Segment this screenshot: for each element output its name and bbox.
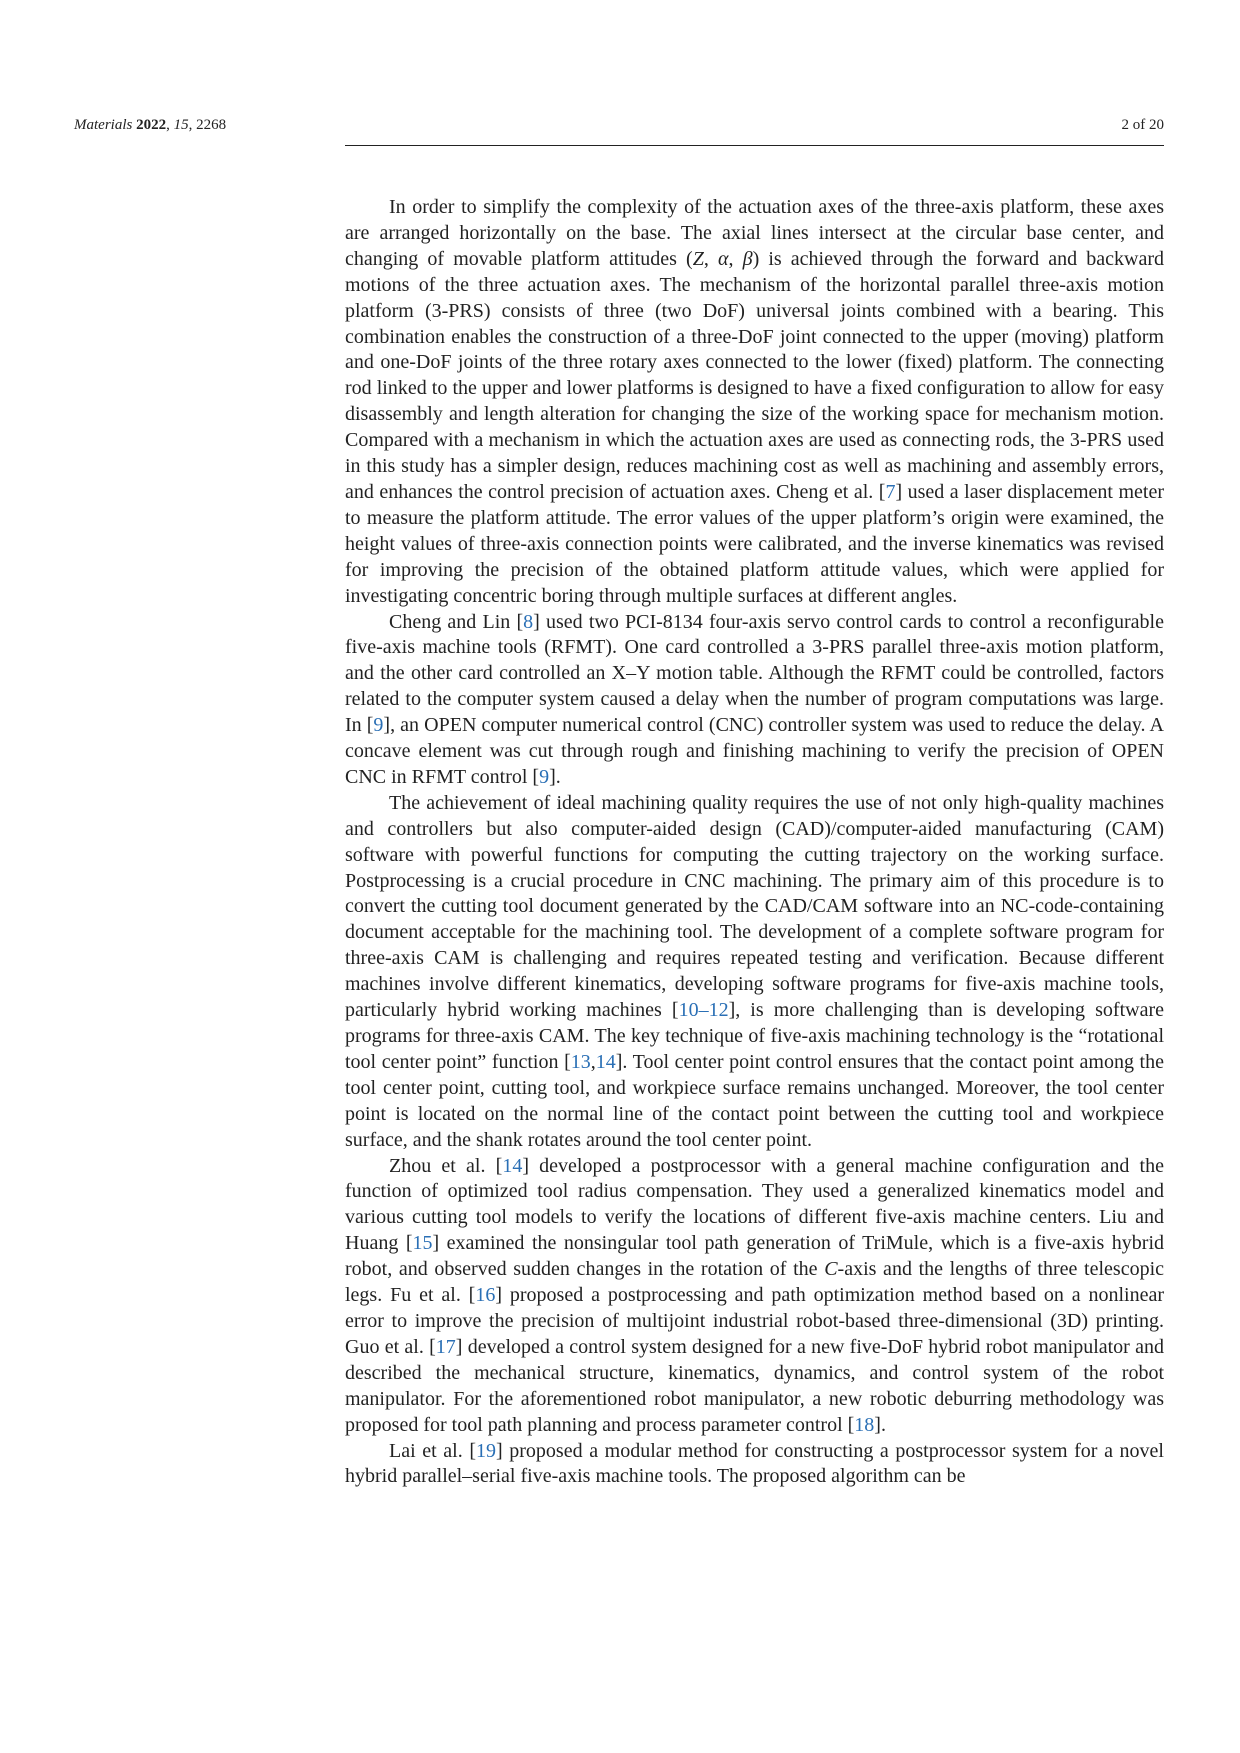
text-run: Cheng and Lin [: [389, 610, 524, 633]
text-run: Lai et al. [: [389, 1439, 476, 1462]
citation-link[interactable]: 14: [595, 1050, 616, 1073]
article-number: 2268: [196, 117, 227, 133]
text-run: ]. Tool center point control ensures that the contact point among the tool center point, cutting tool, and workpiece surface remains unchanged. Moreover, the tool center point is located on the normal line of the contact point between the cutting tool and workpiece surface, and the shank rotates around the tool center point.: [345, 1050, 1164, 1151]
article-body: [345, 195, 1164, 1490]
text-run: ] developed a postprocessor with a general machine configuration and the function of optimized tool radius compensation. They used a generalized kinematics model and various cutting tool models to verify the locations of different five-axis machine centers. Liu and Huang [: [345, 1154, 1164, 1255]
citation-link[interactable]: 9: [373, 714, 384, 737]
citation-link[interactable]: 8: [523, 610, 534, 633]
text-run: ] used two PCI-8134 four-axis servo control cards to control a reconfigurable five-axis machine tools (RFMT). One card controlled a 3-PRS parallel three-axis motion platform, and the other card controlled an X–Y motion table. Although the RFMT could be controlled, factors related to the computer system caused a delay when the number of program computations was large. In [: [345, 610, 1164, 737]
citation-link[interactable]: 17: [435, 1335, 456, 1358]
text-run: ], is more challenging than is developing software programs for three-axis CAM. The key technique of five-axis machining technology is the “rotational tool center point” function [: [345, 999, 1164, 1073]
journal-citation: Materials 2022, 15, 2268: [74, 117, 227, 133]
text-run: ,: [590, 1050, 596, 1073]
citation-link[interactable]: 9: [539, 765, 550, 788]
text-run: ] proposed a modular method for constructing a postprocessor system for a novel hybrid parallel–serial five-axis machine tools. The proposed algorithm can be: [345, 1439, 1164, 1488]
text-run: ] developed a control system designed for a new five-DoF hybrid robot manipulator and described the mechanical structure, kinematics, dynamics, and control system of the robot manipulator. For the aforementioned robot manipulator, a new robotic deburring methodology was proposed for tool path planning and process parameter control [: [345, 1335, 1164, 1436]
citation-link[interactable]: 12: [708, 999, 729, 1022]
text-run: ].: [549, 765, 561, 788]
paragraph-3: [345, 791, 1164, 1154]
citation-link[interactable]: 14: [502, 1154, 523, 1177]
text-run: ].: [874, 1413, 886, 1436]
journal-volume: 15: [173, 117, 189, 133]
text-run: ] used a laser displacement meter to measure the platform attitude. The error values of the upper platform’s origin were examined, the height values of three-axis connection points were calibrated, and the inverse kinematics was revised for improving the precision of the obtained platform attitude values, which were applied for investigating concentric boring through multiple surfaces at different angles.: [345, 480, 1164, 607]
citation-link[interactable]: 19: [476, 1439, 496, 1462]
citation-link[interactable]: 10: [678, 999, 699, 1022]
text-run: ], an OPEN computer numerical control (CNC) controller system was used to reduce the delay. A concave element was cut through rough and finishing machining to verify the precision of OPEN CNC in RFMT control [: [345, 714, 1164, 788]
citation-link[interactable]: 15: [412, 1232, 433, 1255]
citation-link[interactable]: 16: [475, 1284, 496, 1307]
citation-link[interactable]: –: [698, 999, 709, 1022]
paragraph-2: [345, 610, 1164, 791]
citation-link[interactable]: 13: [570, 1050, 591, 1073]
text-run: ) is achieved through the forward and backward motions of the three actuation axes. The mechanism of the horizontal parallel three-axis motion platform (3-PRS) consists of three (two DoF) universal joints combined with a bearing. This combination enables the construction of a three-DoF joint connected to the upper (moving) platform and one-DoF joints of the three rotary axes connected to the lower (fixed) platform. The connecting rod linked to the upper and lower platforms is designed to have a fixed configuration to allow for easy disassembly and length alteration for changing the size of the working space for mechanism motion. Compared with a mechanism in which the actuation axes are used as connecting rods, the 3-PRS used in this study has a simpler design, reduces machining cost as well as machining and assembly errors, and enhances the control precision of actuation axes. Cheng et al. [: [345, 247, 1165, 503]
text-run: ] proposed a postprocessing and path optimization method based on a nonlinear error to improve the precision of multijoint industrial robot-based three-dimensional (3D) printing. Guo et al. [: [345, 1284, 1164, 1358]
running-header: [74, 114, 1164, 140]
text-run: Zhou et al. [: [389, 1154, 503, 1177]
text-run: ,: [728, 247, 743, 270]
text-run: -axis and the lengths of three telescopic legs. Fu et al. [: [345, 1258, 1164, 1307]
math-symbol: α: [717, 247, 729, 270]
math-symbol: C: [824, 1258, 838, 1281]
text-run: The achievement of ideal machining quality requires the use of not only high-quality machines and controllers but also computer-aided design (CAD)/computer-aided manufacturing (CAM) software with powerful functions for computing the cutting trajectory on the working surface. Postprocessing is a crucial procedure in CNC machining. The primary aim of this procedure is to convert the cutting tool document generated by the CAD/CAM software into an NC-code-containing document acceptable for the machining tool. The development of a complete software program for three-axis CAM is challenging and requires repeated testing and verification. Because different machines involve different kinematics, developing software programs for five-axis machine tools, particularly hybrid working machines [: [345, 791, 1164, 1022]
math-symbol: β: [742, 247, 753, 270]
citation-link[interactable]: 7: [885, 480, 896, 503]
paragraph-5: [345, 1439, 1164, 1491]
paragraph-1: [345, 195, 1164, 610]
page-number: 2 of 20: [1121, 117, 1164, 133]
header-rule: [345, 145, 1164, 146]
text-run: In order to simplify the complexity of the actuation axes of the three-axis platform, these axes are arranged horizontally on the base. The axial lines intersect at the circular base center, and changing of movable platform attitudes (: [345, 196, 1164, 270]
paragraph-4: [345, 1154, 1164, 1439]
journal-year: 2022: [136, 117, 167, 133]
journal-name: Materials: [74, 117, 133, 133]
text-run: ] examined the nonsingular tool path generation of TriMule, which is a five-axis hybrid robot, and observed sudden changes in the rotation of the: [345, 1232, 1164, 1281]
citation-link[interactable]: 18: [854, 1413, 875, 1436]
text-run: ,: [703, 247, 718, 270]
math-symbol: Z: [692, 247, 704, 270]
